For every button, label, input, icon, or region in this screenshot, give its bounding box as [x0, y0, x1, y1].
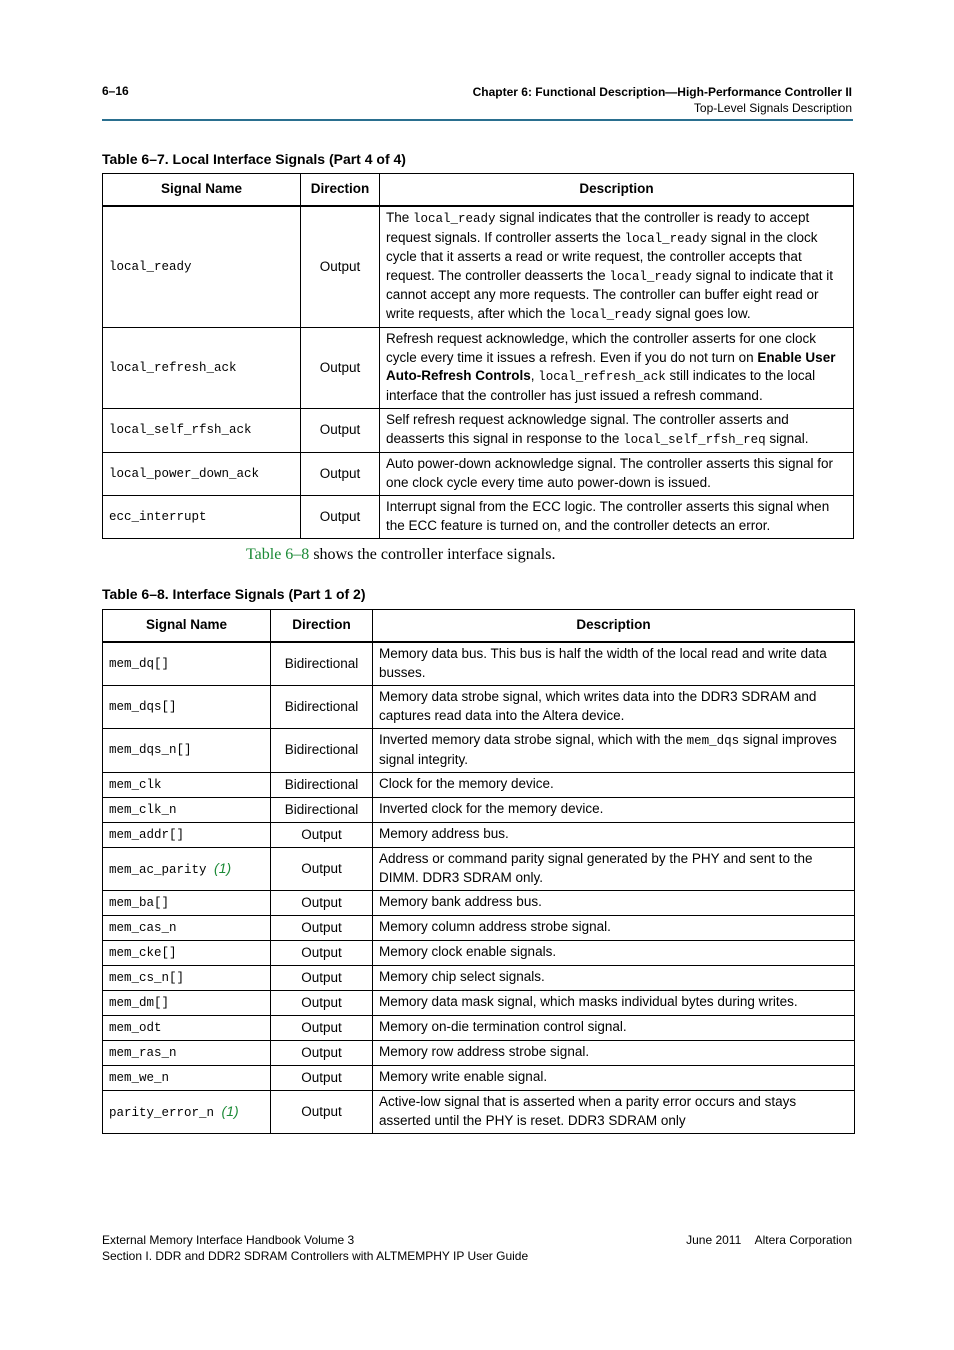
description-text: Memory bank address bus.	[379, 894, 542, 910]
description-text: Memory data mask signal, which masks individual bytes during writes.	[379, 994, 798, 1010]
description-text: Auto power-down acknowledge signal. The controller asserts this signal for one clock cycle every time auto power-down is issued.	[386, 456, 833, 490]
table-row	[103, 823, 855, 848]
description-text: Memory on-die termination control signal.	[379, 1019, 627, 1035]
table-row	[103, 1041, 855, 1066]
signal-name: mem_we_n	[109, 1070, 170, 1085]
table-row	[103, 916, 855, 941]
description-text: signal indicates that the controller is ready to accept request signals. If controller asserts the	[386, 210, 810, 245]
signal-name: mem_clk	[109, 777, 162, 792]
description-cell	[380, 453, 854, 496]
description-cell	[380, 496, 854, 539]
section-title: Top-Level Signals Description	[693, 101, 852, 115]
direction-cell: Bidirectional	[271, 798, 373, 823]
description-cell	[373, 773, 855, 798]
description-text: signal improves signal integrity.	[379, 732, 837, 767]
description-cell	[373, 991, 855, 1016]
signal-reference: local_ready	[624, 231, 708, 246]
column-header: Signal Name	[103, 174, 301, 207]
description-cell	[373, 1041, 855, 1066]
description-cell	[373, 891, 855, 916]
table-row	[103, 729, 855, 773]
signal-name: local_self_rfsh_ack	[109, 423, 252, 438]
description-text: Inverted clock for the memory device.	[379, 801, 604, 817]
description-text: Memory data bus. This bus is half the width of the local read and write data busses.	[379, 646, 827, 680]
signal-reference: mem_dqs	[686, 734, 740, 748]
signal-name-cell	[103, 798, 271, 823]
direction-cell: Output	[301, 328, 380, 409]
table-row	[103, 798, 855, 823]
footer-left	[102, 1232, 528, 1264]
table-link[interactable]: Table 6–8	[246, 546, 310, 563]
table-header-row	[103, 610, 855, 643]
signal-name-cell	[103, 729, 271, 773]
table-row	[103, 206, 854, 328]
signal-name: mem_clk_n	[109, 802, 177, 817]
table-row	[103, 941, 855, 966]
column-header: Signal Name	[103, 610, 271, 643]
direction-cell: Output	[271, 823, 373, 848]
description-text: Memory chip select signals.	[379, 969, 545, 985]
signal-reference: local_ready	[569, 307, 652, 322]
description-cell	[380, 328, 854, 409]
signal-name: mem_cke[]	[109, 945, 177, 960]
description-cell	[373, 966, 855, 991]
direction-cell: Output	[271, 991, 373, 1016]
table-row	[103, 642, 855, 686]
body-text: shows the controller interface signals.	[309, 546, 556, 563]
description-text: Inverted memory data strobe signal, which with the	[379, 732, 687, 747]
description-text: Self refresh request acknowledge signal. The controller asserts and deasserts this signal in response to the	[386, 412, 789, 446]
page-number: 6–16	[102, 84, 129, 98]
table1-caption: Table 6–7. Local Interface Signals (Part 4 of 4)	[102, 151, 406, 167]
table-row	[103, 1016, 855, 1041]
direction-cell: Output	[301, 453, 380, 496]
description-cell	[373, 642, 855, 686]
handbook-title: External Memory Interface Handbook Volume 3	[102, 1233, 355, 1247]
signal-name: parity_error_n	[109, 1105, 215, 1120]
description-cell	[373, 686, 855, 729]
signal-name-cell	[103, 773, 271, 798]
column-header: Direction	[301, 174, 380, 207]
signal-name-cell	[103, 1041, 271, 1066]
direction-cell: Output	[271, 1091, 373, 1134]
description-text: Active-low signal that is asserted when a parity error occurs and stays asserted until the PHY is reset. DDR3 SDRAM only	[379, 1094, 797, 1128]
direction-cell: Output	[301, 496, 380, 539]
description-text: signal goes low.	[651, 305, 751, 321]
direction-cell: Output	[271, 941, 373, 966]
description-cell	[373, 1091, 855, 1134]
body-paragraph	[246, 546, 555, 564]
description-cell	[373, 729, 855, 773]
signal-name-cell	[103, 941, 271, 966]
description-text: Refresh request acknowledge, which the controller asserts for one clock cycle every time it issues a refresh. Even if you do not turn on	[386, 331, 816, 365]
header-rule	[102, 119, 853, 121]
description-text: Clock for the memory device.	[379, 776, 554, 792]
description-text: signal in the clock cycle that it asserts a read or write request, the controller accepts that request. The controller deasserts the	[386, 229, 818, 283]
direction-cell: Output	[271, 916, 373, 941]
table-row	[103, 891, 855, 916]
direction-cell: Bidirectional	[271, 729, 373, 773]
description-cell	[373, 941, 855, 966]
direction-cell: Output	[301, 409, 380, 453]
description-cell	[373, 1066, 855, 1091]
signal-name-cell	[103, 891, 271, 916]
description-text: ,	[530, 368, 539, 383]
signal-reference: local_ready	[609, 269, 692, 284]
description-text: Memory column address strobe signal.	[379, 919, 611, 935]
description-cell	[373, 916, 855, 941]
signal-name-cell	[103, 848, 271, 891]
signal-name-cell	[103, 1016, 271, 1041]
description-text: Memory clock enable signals.	[379, 944, 557, 960]
description-text: Memory row address strobe signal.	[379, 1044, 590, 1060]
signal-name: mem_dm[]	[109, 995, 170, 1010]
description-cell	[373, 798, 855, 823]
column-header: Description	[380, 174, 854, 207]
table-row	[103, 453, 854, 496]
direction-cell: Output	[271, 1066, 373, 1091]
signal-name-cell	[103, 1066, 271, 1091]
description-text: signal to indicate that it cannot accept any more requests. The controller can buffer eight read or write requests, after which the	[386, 267, 833, 321]
ui-option-name: Enable User Auto-Refresh Controls	[386, 349, 836, 383]
signal-name: mem_addr[]	[109, 827, 185, 842]
signal-name-cell	[103, 206, 301, 328]
signal-name: mem_dq[]	[109, 656, 170, 671]
description-text: Address or command parity signal generated by the PHY and sent to the DIMM. DDR3 SDRAM only.	[379, 851, 813, 885]
signal-name: mem_dqs_n[]	[109, 743, 192, 758]
signal-name-cell	[103, 328, 301, 409]
description-cell	[373, 1016, 855, 1041]
direction-cell: Bidirectional	[271, 686, 373, 729]
signal-reference: local_refresh_ack	[538, 370, 666, 384]
signal-name: mem_cas_n	[109, 920, 177, 935]
description-text: Interrupt signal from the ECC logic. The controller asserts this signal when the ECC feature is turned on, and the controller detects an error.	[386, 499, 830, 533]
table-row	[103, 409, 854, 453]
direction-cell: Bidirectional	[271, 642, 373, 686]
signal-name-cell	[103, 409, 301, 453]
table-row	[103, 773, 855, 798]
footer-company: Altera Corporation	[754, 1233, 852, 1247]
table2-caption: Table 6–8. Interface Signals (Part 1 of 2)	[102, 586, 366, 602]
signal-name: mem_ac_parity	[109, 862, 207, 877]
description-cell	[373, 848, 855, 891]
direction-cell: Output	[271, 966, 373, 991]
table-row	[103, 1091, 855, 1134]
description-text: Memory address bus.	[379, 826, 509, 842]
description-cell	[380, 409, 854, 453]
signal-name: mem_odt	[109, 1020, 162, 1035]
signal-name: mem_dqs[]	[109, 699, 177, 714]
direction-cell: Output	[271, 1016, 373, 1041]
table-row	[103, 1066, 855, 1091]
description-text: The	[386, 210, 414, 225]
column-header: Description	[373, 610, 855, 643]
signal-name-cell	[103, 642, 271, 686]
signal-name-cell	[103, 686, 271, 729]
direction-cell: Output	[271, 1041, 373, 1066]
interface-signals-table	[102, 609, 855, 1134]
table-row	[103, 848, 855, 891]
signal-name-cell	[103, 496, 301, 539]
direction-cell: Bidirectional	[271, 773, 373, 798]
direction-cell: Output	[301, 206, 380, 328]
signal-name: local_power_down_ack	[109, 466, 260, 481]
footer-date: June 2011	[686, 1233, 742, 1247]
signal-name: local_ready	[109, 259, 192, 274]
signal-reference: local_ready	[413, 212, 496, 226]
signal-reference: local_self_rfsh_req	[623, 432, 766, 447]
footer-right	[686, 1232, 852, 1248]
signal-name: local_refresh_ack	[109, 360, 237, 375]
signal-name-cell	[103, 991, 271, 1016]
signal-name-cell	[103, 966, 271, 991]
table-row	[103, 966, 855, 991]
signal-name: mem_cs_n[]	[109, 970, 185, 985]
description-text: signal.	[765, 430, 809, 446]
description-cell	[380, 206, 854, 328]
signal-name: ecc_interrupt	[109, 509, 207, 524]
table-row	[103, 686, 855, 729]
description-text: still indicates to the local interface that the controller has just issued a refresh command.	[386, 368, 816, 403]
direction-cell: Output	[271, 848, 373, 891]
table-row	[103, 496, 854, 539]
table-header-row	[103, 174, 854, 207]
running-header	[473, 84, 852, 116]
description-text: Memory write enable signal.	[379, 1069, 548, 1085]
table-row	[103, 328, 854, 409]
footnote-link[interactable]: (1)	[214, 859, 232, 876]
table-row	[103, 991, 855, 1016]
footnote-link[interactable]: (1)	[221, 1102, 239, 1119]
signal-name-cell	[103, 453, 301, 496]
section-guide-title: Section I. DDR and DDR2 SDRAM Controllers with ALTMEMPHY IP User Guide	[102, 1249, 529, 1263]
chapter-title: Chapter 6: Functional Description—High-Performance Controller II	[472, 85, 852, 99]
signal-name-cell	[103, 916, 271, 941]
description-text: Memory data strobe signal, which writes data into the DDR3 SDRAM and captures read data into the Altera device.	[379, 689, 817, 723]
direction-cell: Output	[271, 891, 373, 916]
column-header: Direction	[271, 610, 373, 643]
signal-name: mem_ras_n	[109, 1045, 177, 1060]
signal-name: mem_ba[]	[109, 895, 170, 910]
signal-name-cell	[103, 823, 271, 848]
local-interface-signals-table	[102, 173, 854, 539]
description-cell	[373, 823, 855, 848]
signal-name-cell	[103, 1091, 271, 1134]
